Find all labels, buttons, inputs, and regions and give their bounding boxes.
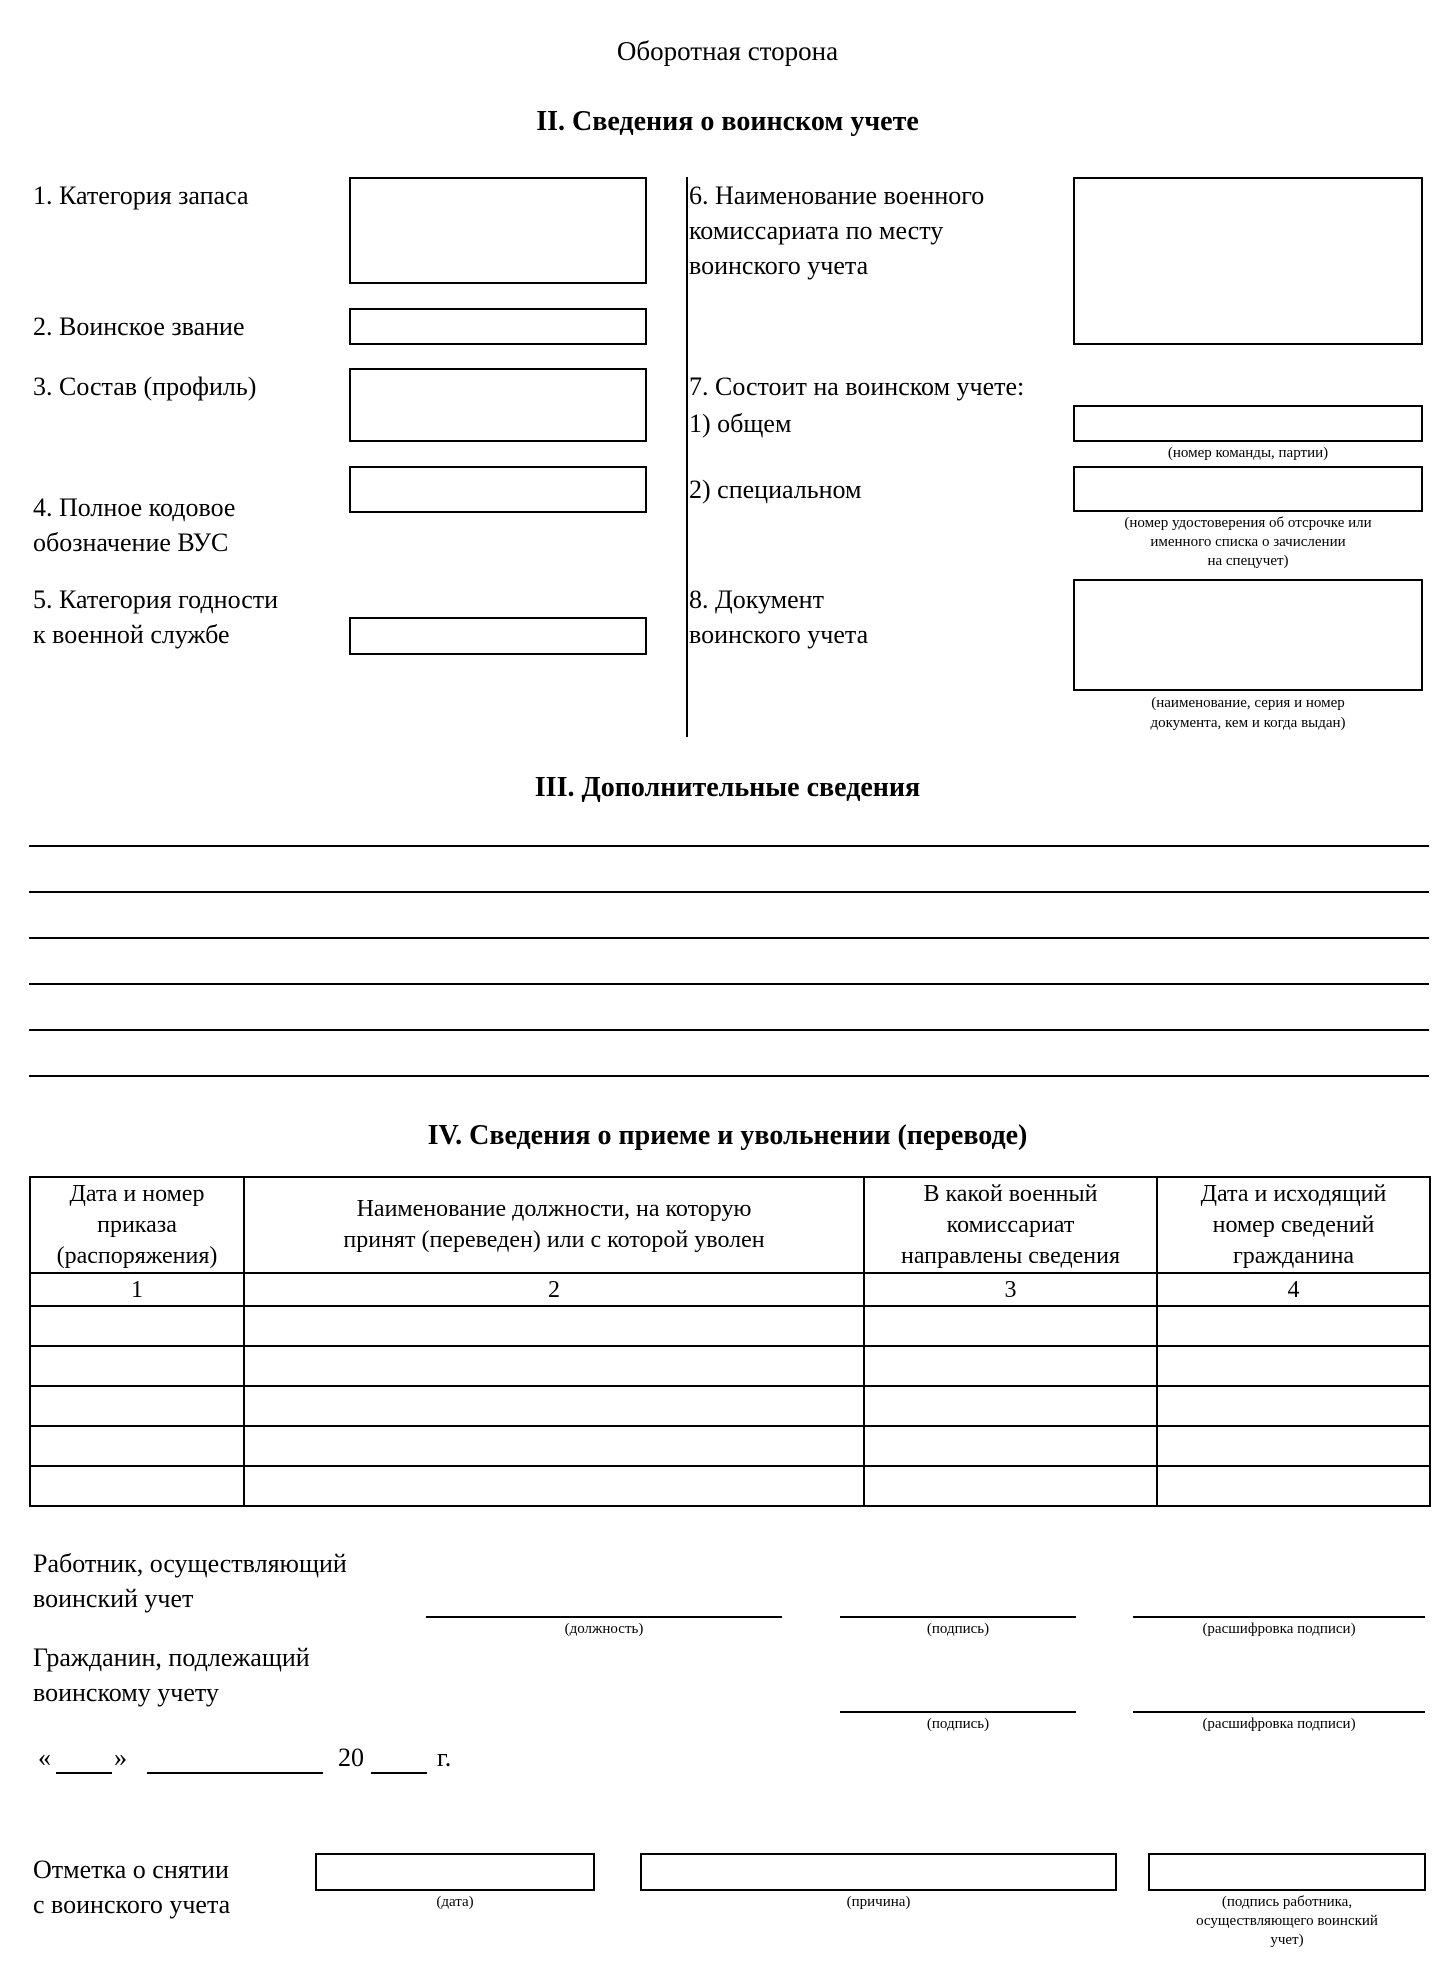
column-header-position-line2: принят (переведен) или с которой уволен: [343, 1227, 765, 1253]
table-cell[interactable]: [864, 1466, 1157, 1506]
field6-label-line1: 6. Наименование военного: [689, 181, 985, 210]
column-header-outgoing-line1: Дата и исходящий: [1200, 1180, 1387, 1207]
removal-label-line2: с воинского учета: [33, 1890, 231, 1919]
removal-date-box[interactable]: [315, 1853, 595, 1891]
section2-divider: [686, 177, 688, 737]
worker-decode-line[interactable]: [1133, 1616, 1425, 1618]
field8-hint-line1: (наименование, серия и номер: [1151, 695, 1345, 711]
table-cell[interactable]: [30, 1466, 244, 1506]
table-cell[interactable]: [30, 1386, 244, 1426]
citizen-decode-hint: (расшифровка подписи): [1202, 1716, 1356, 1732]
worker-signature-line[interactable]: [840, 1616, 1076, 1618]
table-cell[interactable]: [864, 1346, 1157, 1386]
citizen-label-line1: Гражданин, подлежащий: [33, 1643, 310, 1672]
column-number-4: 4: [1157, 1273, 1430, 1306]
removal-signature-box[interactable]: [1148, 1853, 1426, 1891]
column-header-commissariat-line1: В какой военный: [923, 1180, 1098, 1207]
field6-label-line2: комиссариата по месту: [689, 216, 944, 245]
field6-box[interactable]: [1073, 177, 1423, 345]
field7-special-box[interactable]: [1073, 466, 1423, 512]
worker-position-line[interactable]: [426, 1616, 782, 1618]
date-year-suffix: г.: [437, 1743, 452, 1772]
column-number-3: 3: [864, 1273, 1157, 1306]
date-month-line[interactable]: [147, 1772, 323, 1774]
table-row: [30, 1306, 1430, 1346]
table-row: [30, 1346, 1430, 1386]
field2-box[interactable]: [349, 308, 647, 345]
removal-reason-box[interactable]: [640, 1853, 1117, 1891]
additional-info-line[interactable]: [29, 891, 1429, 893]
field7-special-label: 2) специальном: [689, 475, 862, 504]
additional-info-line[interactable]: [29, 1029, 1429, 1031]
date-year-line[interactable]: [371, 1772, 427, 1774]
additional-info-line[interactable]: [29, 1075, 1429, 1077]
citizen-signature-hint: (подпись): [926, 1716, 990, 1732]
column-header-outgoing: [1157, 1177, 1430, 1273]
field7-general-hint: (номер команды, партии): [1167, 445, 1329, 461]
worker-label-line2: воинский учет: [33, 1584, 194, 1613]
section3-title: III. Дополнительные сведения: [534, 772, 921, 803]
citizen-decode-line[interactable]: [1133, 1711, 1425, 1713]
section2-title: II. Сведения о воинском учете: [536, 106, 919, 137]
field7-general-box[interactable]: [1073, 405, 1423, 442]
worker-label-line1: Работник, осуществляющий: [33, 1549, 347, 1578]
column-header-order-line2: приказа: [97, 1211, 177, 1238]
column-header-commissariat-line2: комиссариат: [946, 1211, 1075, 1238]
table-cell[interactable]: [244, 1306, 864, 1346]
table-cell[interactable]: [1157, 1426, 1430, 1466]
additional-info-line[interactable]: [29, 983, 1429, 985]
date-close-quote: »: [114, 1743, 127, 1772]
field3-box[interactable]: [349, 368, 647, 442]
field8-hint-line2: документа, кем и когда выдан): [1150, 715, 1346, 731]
table-cell[interactable]: [864, 1426, 1157, 1466]
field3-label: 3. Состав (профиль): [33, 372, 257, 401]
removal-date-hint: (дата): [436, 1894, 474, 1910]
column-header-commissariat-line3: направлены сведения: [900, 1242, 1121, 1269]
table-cell[interactable]: [864, 1306, 1157, 1346]
table-cell[interactable]: [30, 1346, 244, 1386]
field4-box[interactable]: [349, 466, 647, 513]
date-day-line[interactable]: [56, 1772, 112, 1774]
table-cell[interactable]: [30, 1306, 244, 1346]
additional-info-line[interactable]: [29, 937, 1429, 939]
column-header-order: [30, 1177, 244, 1273]
field1-box[interactable]: [349, 177, 647, 284]
table-cell[interactable]: [864, 1386, 1157, 1426]
removal-label-line1: Отметка о снятии: [33, 1855, 229, 1884]
field2-label: 2. Воинское звание: [33, 312, 245, 341]
column-header-commissariat: [864, 1177, 1157, 1273]
worker-position-hint: (должность): [564, 1621, 644, 1637]
column-number-2: 2: [244, 1273, 864, 1306]
field5-box[interactable]: [349, 617, 647, 655]
field7-special-hint-line2: именного списка о зачислении: [1150, 534, 1346, 550]
removal-reason-hint: (причина): [846, 1894, 911, 1910]
removal-signature-hint-line3: учет): [1270, 1932, 1304, 1948]
section4-title: IV. Сведения о приеме и увольнении (переводе): [427, 1120, 1028, 1151]
field4-label-line2: обозначение ВУС: [33, 528, 229, 557]
table-row: [30, 1426, 1430, 1466]
employment-table: [29, 1176, 1431, 1507]
column-header-outgoing-line3: гражданина: [1232, 1242, 1355, 1269]
field7-special-hint-line1: (номер удостоверения об отсрочке или: [1124, 515, 1372, 531]
field8-box[interactable]: [1073, 579, 1423, 691]
table-cell[interactable]: [244, 1346, 864, 1386]
field8-label-line2: воинского учета: [689, 620, 869, 649]
table-cell[interactable]: [244, 1386, 864, 1426]
table-header-row: [30, 1177, 1430, 1273]
field4-label-line1: 4. Полное кодовое: [33, 493, 236, 522]
table-cell[interactable]: [244, 1426, 864, 1466]
date-year-prefix: 20: [338, 1743, 364, 1772]
table-number-row: [30, 1273, 1430, 1306]
worker-decode-hint: (расшифровка подписи): [1202, 1621, 1356, 1637]
field6-label-line3: воинского учета: [689, 251, 869, 280]
column-header-outgoing-line2: номер сведений: [1212, 1211, 1375, 1238]
table-cell[interactable]: [1157, 1386, 1430, 1426]
field8-label-line1: 8. Документ: [689, 585, 824, 614]
removal-signature-hint-line2: осуществляющего воинский: [1196, 1913, 1378, 1929]
column-header-order-line3: (распоряжения): [56, 1242, 218, 1269]
column-header-position-line1: Наименование должности, на которую: [356, 1196, 752, 1222]
table-cell[interactable]: [244, 1466, 864, 1506]
table-row: [30, 1466, 1430, 1506]
table-cell[interactable]: [1157, 1466, 1430, 1506]
table-row: [30, 1386, 1430, 1426]
table-cell[interactable]: [1157, 1346, 1430, 1386]
field5-label-line1: 5. Категория годности: [33, 585, 279, 614]
citizen-label-line2: воинскому учету: [33, 1678, 219, 1707]
column-number-1: 1: [30, 1273, 244, 1306]
column-header-position: [244, 1177, 864, 1273]
field7-special-hint-line3: на спецучет): [1207, 553, 1289, 569]
table-cell[interactable]: [1157, 1306, 1430, 1346]
citizen-signature-line[interactable]: [840, 1711, 1076, 1713]
removal-signature-hint-line1: (подпись работника,: [1221, 1894, 1353, 1910]
table-cell[interactable]: [30, 1426, 244, 1466]
page-side-label: Оборотная сторона: [616, 36, 839, 66]
field5-label-line2: к военной службе: [33, 620, 230, 649]
field7-label: 7. Состоит на воинском учете:: [689, 372, 1025, 401]
column-header-order-line1: Дата и номер: [69, 1180, 205, 1207]
date-open-quote: «: [38, 1743, 51, 1772]
field1-label: 1. Категория запаса: [33, 181, 249, 210]
worker-signature-hint: (подпись): [926, 1621, 990, 1637]
field7-general-label: 1) общем: [689, 409, 792, 438]
additional-info-line[interactable]: [29, 845, 1429, 847]
